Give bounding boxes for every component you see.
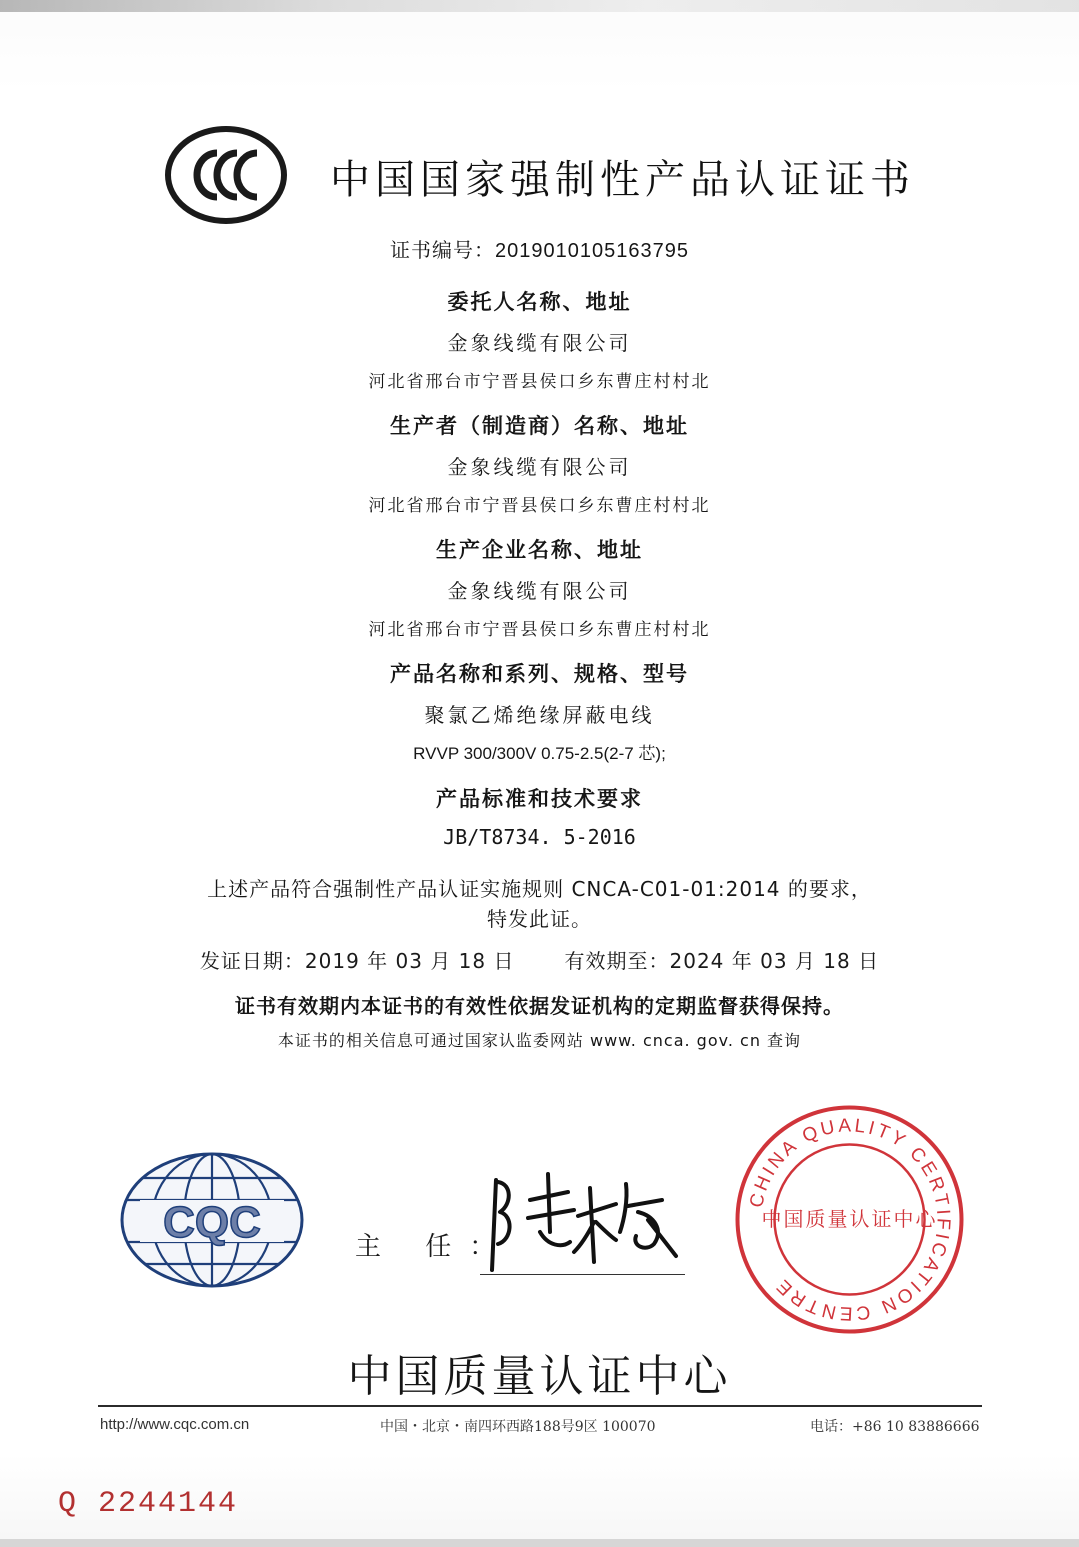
cqc-logo — [118, 1150, 306, 1290]
director-label: 主 任： — [355, 1232, 514, 1262]
conformity-statement: 上述产品符合强制性产品认证实施规则 CNCA-C01-01:2014 的要求， — [207, 877, 872, 901]
conformity-statement-end: 特发此证。 — [487, 907, 592, 931]
expiry-date: 有效期至：2024 年 03 月 18 日 — [564, 949, 880, 973]
certificate-title: 中国国家强制性产品认证证书 — [330, 157, 915, 203]
footer-address: 中国・北京・南四环西路188号9区 100070 — [380, 1419, 656, 1435]
validity-note: 证书有效期内本证书的有效性依据发证机构的定期监督获得保持。 — [235, 994, 844, 1018]
serial-number: Q 2244144 — [58, 1487, 239, 1521]
factory-address: 河北省邢台市宁晋县侯口乡东曹庄村村北 — [368, 620, 711, 640]
official-seal — [732, 1102, 967, 1337]
certificate-number-label: 证书编号： — [390, 238, 496, 262]
seal-chinese-text: 中国质量认证中心 — [761, 1207, 938, 1231]
seal-english-text: CHINA QUALITY CERTIFICATION CENTRE — [746, 1115, 954, 1324]
standard-heading: 产品标准和技术要求 — [436, 787, 643, 811]
client-name: 金象线缆有限公司 — [447, 331, 632, 355]
dates-row — [0, 945, 1079, 974]
manufacturer-heading: 生产者（制造商）名称、地址 — [390, 414, 689, 438]
ccc-logo-text: CCC — [165, 125, 168, 126]
signature-line — [480, 1274, 685, 1275]
client-address: 河北省邢台市宁晋县侯口乡东曹庄村村北 — [368, 372, 711, 392]
footer-website[interactable]: http://www.cqc.com.cn — [100, 1416, 250, 1433]
director-signature — [478, 1160, 693, 1280]
factory-heading: 生产企业名称、地址 — [436, 538, 643, 562]
ccc-logo — [165, 125, 287, 225]
product-model: RVVP 300/300V 0.75-2.5(2-7 芯); — [413, 744, 666, 763]
product-name: 聚氯乙烯绝缘屏蔽电线 — [424, 703, 655, 727]
footer-phone: 电话：+86 10 83886666 — [810, 1419, 980, 1435]
client-heading: 委托人名称、地址 — [447, 290, 632, 314]
scan-bottom-edge — [0, 1539, 1079, 1547]
factory-name: 金象线缆有限公司 — [447, 579, 632, 603]
cqc-logo-text: CQC — [163, 1198, 261, 1247]
product-heading: 产品名称和系列、规格、型号 — [390, 662, 689, 686]
issue-date: 发证日期：2019 年 03 月 18 日 — [199, 949, 515, 973]
issuer-name: 中国质量认证中心 — [347, 1351, 732, 1402]
certificate-number-row — [0, 234, 1079, 263]
manufacturer-name: 金象线缆有限公司 — [447, 455, 632, 479]
scan-top-edge — [0, 0, 1079, 12]
query-note: 本证书的相关信息可通过国家认监委网站 www. cnca. gov. cn 查询 — [277, 1031, 802, 1050]
footer-divider — [98, 1405, 982, 1407]
manufacturer-address: 河北省邢台市宁晋县侯口乡东曹庄村村北 — [368, 496, 711, 516]
certificate-number: 2019010105163795 — [495, 240, 689, 262]
standard-value: JB/T8734. 5-2016 — [443, 825, 636, 849]
